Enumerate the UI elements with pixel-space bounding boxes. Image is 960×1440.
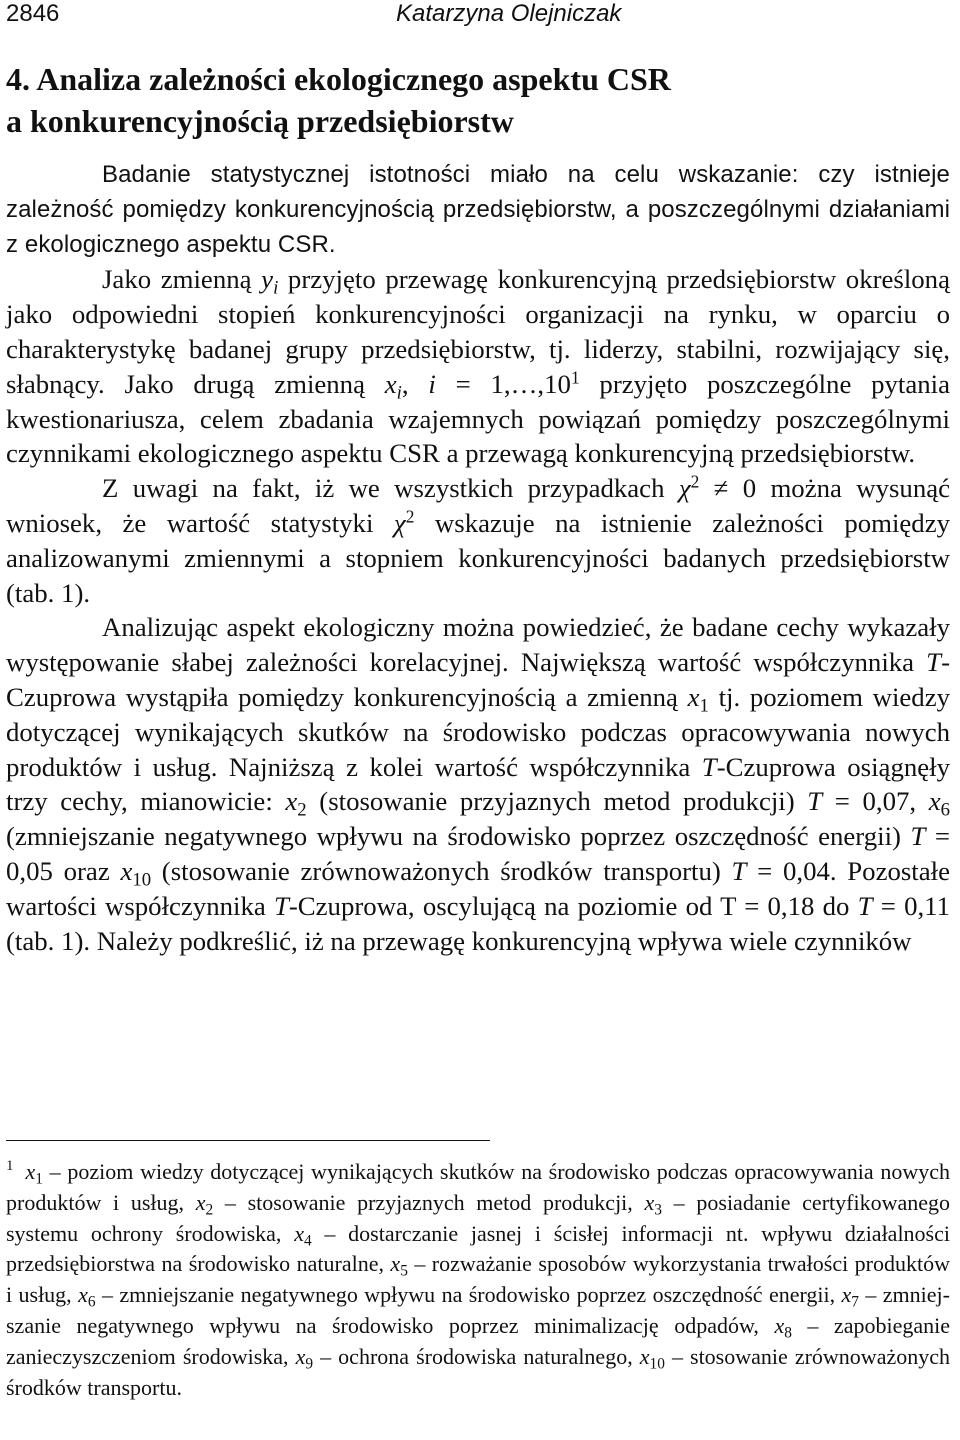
variable-x1-subscript: 1 xyxy=(699,695,709,717)
footnotes xyxy=(6,1157,950,1403)
fn-x: x xyxy=(774,1312,785,1338)
variable-x: x xyxy=(384,368,397,399)
p4-text-b: -Czuprowa wystąpiła pomiędzy konkurencyjnością a zmienną xyxy=(6,647,950,712)
footnote-1 xyxy=(6,1157,950,1403)
p2-text-b: przyjęto przewagę konkurencyjną przedsiębiorstw określoną jako odpowiedni stopień konkurencyjności organizacji na rynku, w oparciu o charakterystykę badanej grupy przedsiębiorstw, tj. liderzy, stabilni, rozwijający się, słabnący. Jako drugą zmienną xyxy=(6,264,950,399)
variable-x10-subscript: 10 xyxy=(132,869,152,891)
section-heading-line-1: 4. Analiza zależności ekologicznego aspektu CSR xyxy=(6,61,671,97)
p4-text-d: -Czuprowa osiągnęły trzy cechy, mianowicie: xyxy=(6,751,950,817)
p4-text-e: (stosowanie przyjaznych metod produkcji) xyxy=(306,786,808,817)
fn-x: x xyxy=(78,1282,88,1308)
fn-x: x xyxy=(639,1343,650,1369)
paragraph-1-text: Badanie statystycznej istotności miało na celu wskazanie: czy istnieje zależność pomiędzy konkurencyjnością przedsiębiorstw, a poszczególnymi działaniami z ekologicznego aspektu CSR. xyxy=(6,161,950,258)
fn-x: x xyxy=(841,1282,852,1308)
p4-text-k: -Czuprowa, oscylującą na poziomie od T = 0,18 do xyxy=(288,890,858,921)
variable-T: T xyxy=(926,647,942,678)
fn-sub: 2 xyxy=(205,1201,214,1219)
fn-sub: 6 xyxy=(87,1293,96,1311)
p4-text-l: = 0,11 (tab. 1). Należy podkreślić, iż na przewagę konkurencyjną wpływa wiele czynników xyxy=(6,890,950,956)
chi-exponent-2: 2 xyxy=(405,506,415,527)
section-heading-line-2: a konkurencyjnością przedsiębiorstw xyxy=(6,103,514,139)
p3-text-c: wskazuje na istnienie zależności pomiędzy analizowanymi zmiennymi a stopniem konkurencyjności badanych przedsiębiorstw (tab. 1). xyxy=(6,507,950,608)
fn-text: – zmniejszanie negatywnego wpływu na środowisko poprzez oszczędność energii, xyxy=(95,1282,842,1308)
variable-T: T xyxy=(807,786,823,817)
variable-T: T xyxy=(857,890,873,921)
page-number: 2846 xyxy=(6,0,60,27)
p2-text-c: , xyxy=(401,368,429,399)
p2-text-a: Jako zmienną xyxy=(102,264,262,295)
fn-text: – poziom wiedzy dotyczącej wynikających skutków na środowisko podczas opracowywania nowych produktów i usług, xyxy=(6,1159,950,1215)
fn-text: – posiadanie certyfikowanego systemu ochrony środowiska, xyxy=(6,1189,950,1246)
p4-text-g: (zmniejszanie negatywnego wpływu na środowisko poprzez oszczędność energii) xyxy=(6,821,911,852)
fn-text: – ochrona środowiska naturalnego, xyxy=(313,1343,640,1369)
p4-text-h: = 0,05 oraz xyxy=(6,821,950,886)
fn-sub: 10 xyxy=(649,1355,665,1373)
fn-sub: 9 xyxy=(305,1355,314,1373)
paragraph-3 xyxy=(6,471,950,610)
footnote-separator xyxy=(6,1140,490,1141)
variable-T: T xyxy=(273,890,289,921)
fn-x: x xyxy=(25,1159,36,1184)
fn-x: x xyxy=(294,1220,304,1246)
fn-sub: 1 xyxy=(35,1170,43,1188)
body-text xyxy=(6,158,950,958)
variable-x6-subscript: 6 xyxy=(940,799,950,821)
variable-x2: x xyxy=(285,786,298,817)
variable-i: i xyxy=(428,368,436,399)
p4-text-f: = 0,07, xyxy=(822,786,929,817)
footnote-mark: 1 xyxy=(6,1158,14,1174)
variable-x1: x xyxy=(687,681,700,712)
fn-text: – zmniejszanie negatywnego wpływu na środowisko poprzez minimalizację odpadów, xyxy=(6,1282,950,1338)
chi-symbol: χ xyxy=(678,473,691,504)
fn-sub: 8 xyxy=(784,1324,792,1342)
p4-text-c: tj. poziomem wiedzy dotyczącej wynikających skutków na środowisko podczas opracowywania nowych produktów i usług. Najniższą z kolei wartość współczynnika xyxy=(6,681,950,782)
fn-x: x xyxy=(390,1251,401,1277)
variable-x-subscript: i xyxy=(396,382,402,404)
fn-sub: 7 xyxy=(851,1293,859,1311)
p3-text-a: Z uwagi na fakt, iż we wszystkich przypadkach xyxy=(102,473,679,504)
p3-text-b: ≠ 0 można wysunąć wniosek, że wartość statystyki xyxy=(6,473,950,538)
fn-sub: 3 xyxy=(654,1201,662,1219)
fn-sub: 4 xyxy=(303,1232,312,1250)
paragraph-2 xyxy=(6,262,950,471)
variable-T: T xyxy=(731,855,747,886)
running-header xyxy=(6,0,946,28)
p2-text-d: = 1,…,10 xyxy=(435,368,571,399)
variable-x10: x xyxy=(120,855,133,886)
variable-x6: x xyxy=(928,786,941,817)
paragraph-1 xyxy=(6,158,950,262)
running-author: Katarzyna Olejniczak xyxy=(396,0,622,27)
p4-text-i: (stosowanie zrównoważonych środków transportu) xyxy=(151,855,732,886)
p4-text-j: = 0,04. Pozostałe wartości współczynnika xyxy=(6,855,950,921)
paragraph-4 xyxy=(6,610,950,958)
fn-text: – zapobieganie zanieczyszczeniom środowiska, xyxy=(6,1312,950,1369)
variable-T: T xyxy=(701,751,717,782)
fn-sub: 5 xyxy=(400,1263,408,1280)
p2-text-e: przyjęto poszczególne pytania kwestionariusza, celem zbadania wzajemnych powiązań pomiędzy poszczególnymi czynnikami ekologicznego aspektu CSR a przewagą konkurencyjną przedsiębiorstw. xyxy=(6,368,951,469)
footnote-reference[interactable]: 1 xyxy=(570,367,580,388)
variable-y: y xyxy=(261,264,274,295)
chi-exponent: 2 xyxy=(690,471,700,492)
fn-text: – dostarczanie jasnej i ścisłej informacji nt. wpływu działalności przedsiębiorstwa na środowisko naturalne, xyxy=(6,1220,950,1277)
fn-text: – rozważanie sposobów wykorzystania trwałości produktów i usług, xyxy=(6,1251,951,1308)
fn-x: x xyxy=(644,1189,655,1215)
variable-y-subscript: i xyxy=(273,278,279,300)
variable-T: T xyxy=(910,821,926,852)
fn-x: x xyxy=(195,1189,206,1215)
p4-text-a: Analizując aspekt ekologiczny można powiedzieć, że badane cechy wykazały występowanie słabej zależności korelacyjnej. Największą wartość współczynnika xyxy=(6,612,950,678)
chi-symbol-2: χ xyxy=(393,507,406,538)
fn-x: x xyxy=(295,1343,306,1369)
fn-text: – stosowanie przyjaznych metod produkcji, xyxy=(213,1189,645,1215)
fn-text: – stosowanie zrównoważonych środków transportu. xyxy=(6,1343,950,1400)
variable-x2-subscript: 2 xyxy=(297,799,307,821)
section-heading xyxy=(6,58,946,142)
